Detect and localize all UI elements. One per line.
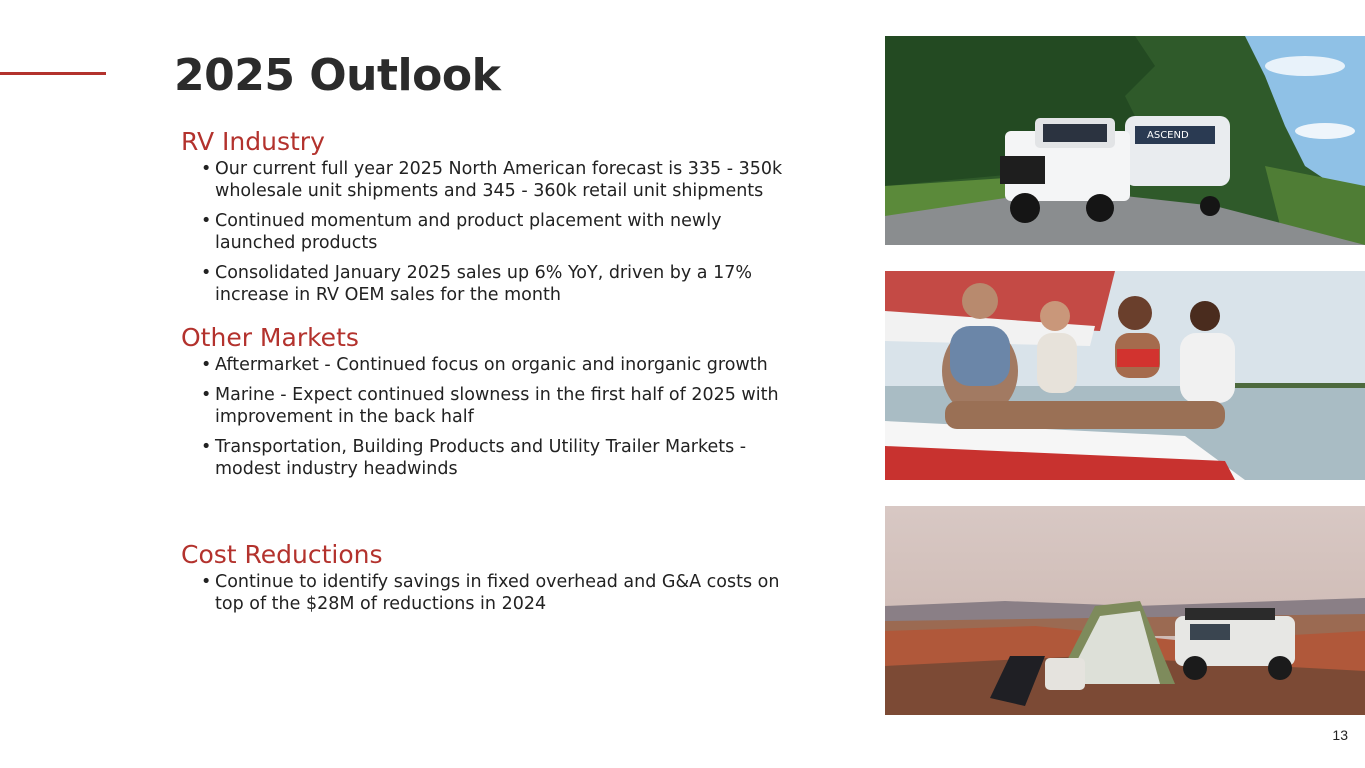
bullet-list <box>181 354 801 480</box>
bullet-list <box>181 158 801 306</box>
bullet-list <box>181 571 801 615</box>
section-rv-industry <box>181 127 801 314</box>
bullet-item: • Consolidated January 2025 sales up 6% YoY, driven by a 17% increase in RV OEM sales for the month <box>181 262 801 306</box>
photo-boat-friends <box>885 271 1365 480</box>
title-accent-line <box>0 72 106 75</box>
bullet-item: • Aftermarket - Continued focus on organic and inorganic growth <box>181 354 801 376</box>
section-other-markets <box>181 323 801 488</box>
section-cost-reductions <box>181 540 801 623</box>
page-number: 13 <box>1332 727 1348 743</box>
photo-desert-camp <box>885 506 1365 715</box>
section-heading: Other Markets <box>181 323 359 352</box>
photo-truck-trailer <box>885 36 1365 245</box>
section-heading: Cost Reductions <box>181 540 383 569</box>
bullet-item: • Continue to identify savings in fixed overhead and G&A costs on top of the $28M of reductions in 2024 <box>181 571 801 615</box>
trailer-lettering: ASCEND <box>1147 130 1189 141</box>
bullet-item: • Continued momentum and product placement with newly launched products <box>181 210 801 254</box>
section-heading: RV Industry <box>181 127 325 156</box>
bullet-item: • Our current full year 2025 North American forecast is 335 - 350k wholesale unit shipments and 345 - 360k retail unit shipments <box>181 158 801 202</box>
bullet-item: • Marine - Expect continued slowness in the first half of 2025 with improvement in the back half <box>181 384 801 428</box>
slide-title: 2025 Outlook <box>174 50 501 101</box>
bullet-item: • Transportation, Building Products and Utility Trailer Markets - modest industry headwinds <box>181 436 801 480</box>
